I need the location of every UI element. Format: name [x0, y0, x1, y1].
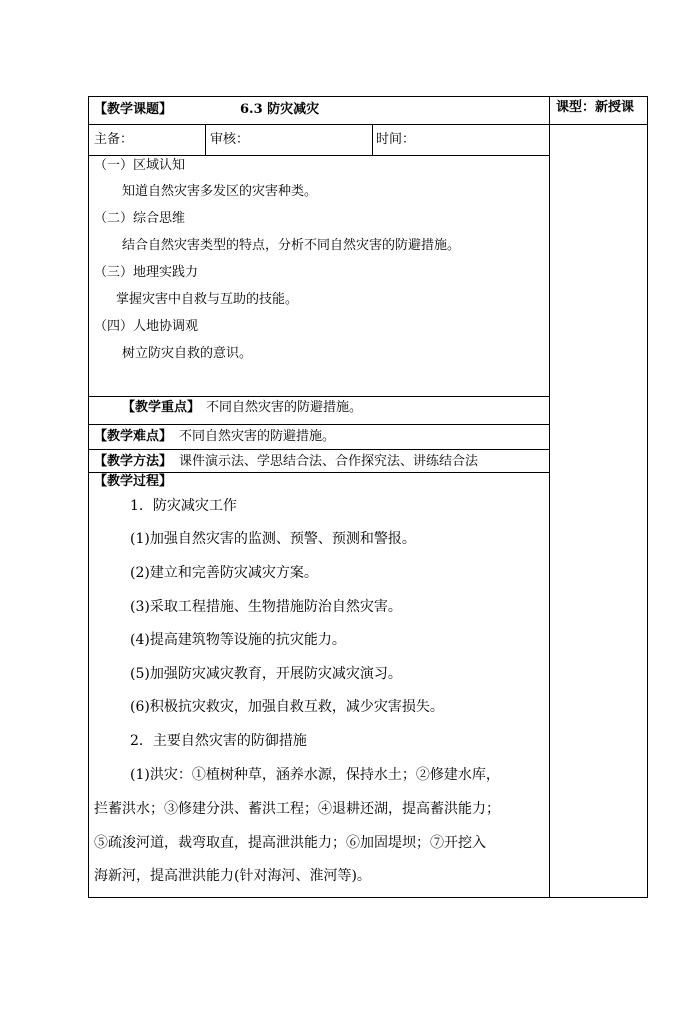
process-section-heading: 1．防灾减灾工作	[130, 498, 237, 514]
row-divider	[88, 124, 550, 125]
review-label: 审核：	[210, 132, 250, 147]
process-item: (5)加强防灾减灾教育，开展防灾减灾演习。	[130, 666, 402, 682]
page-title: 6.3 防灾减灾	[240, 102, 320, 117]
objective-text: 知道自然灾害多发区的灾害种类。	[122, 184, 318, 199]
row-divider	[88, 424, 550, 425]
key-point-label: 【教学重点】	[122, 400, 201, 415]
row-divider	[88, 472, 550, 473]
lesson-type-divider	[550, 124, 648, 125]
objective-heading: （一）区域认知	[94, 158, 186, 173]
row-divider	[88, 396, 550, 397]
process-label: 【教学过程】	[94, 474, 173, 489]
key-point-text: 不同自然灾害的防避措施。	[206, 400, 363, 415]
time-label: 时间：	[376, 132, 416, 147]
flood-measure-line: 海新河，提高泄洪能力(针对海河、淮河等)。	[94, 868, 371, 884]
flood-measure-line: (1)洪灾：①植树种草，涵养水源，保持水土；②修建水库，	[130, 767, 500, 783]
author-label: 主备：	[94, 132, 134, 147]
objective-heading: （四）人地协调观	[94, 319, 199, 334]
process-item: (1)加强自然灾害的监测、预警、预测和警报。	[130, 531, 416, 547]
process-item: (3)采取工程措施、生物措施防治自然灾害。	[130, 599, 402, 615]
method-label: 【教学方法】	[94, 454, 173, 469]
difficulty-text: 不同自然灾害的防避措施。	[179, 429, 336, 444]
process-item: (2)建立和完善防灾减灾方案。	[130, 565, 318, 581]
method-text: 课件演示法、学思结合法、合作探究法、讲练结合法	[179, 454, 479, 469]
flood-measure-line: ⑤疏浚河道，裁弯取直，提高泄洪能力；⑥加固堤坝；⑦开挖入	[94, 835, 486, 851]
flood-measure-line: 拦蓄洪水；③修建分洪、蓄洪工程；④退耕还湖，提高蓄洪能力；	[94, 801, 500, 817]
objective-heading: （三）地理实践力	[94, 265, 199, 280]
process-section-heading: 2．主要自然灾害的防御措施	[130, 733, 307, 749]
topic-label: 【教学课题】	[94, 102, 173, 117]
process-item: (4)提高建筑物等设施的抗灾能力。	[130, 632, 346, 648]
row-divider	[88, 155, 550, 156]
row-divider	[88, 449, 550, 450]
meta-cell-divider	[372, 124, 373, 155]
meta-cell-divider	[205, 124, 206, 155]
lesson-type: 课型：新授课	[556, 100, 635, 115]
objective-text: 掌握灾害中自救与互助的技能。	[116, 292, 299, 307]
difficulty-label: 【教学难点】	[94, 429, 173, 444]
process-item: (6)积极抗灾救灾，加强自救互救，减少灾害损失。	[130, 699, 444, 715]
right-column-divider	[549, 96, 550, 898]
objective-text: 树立防灾自救的意识。	[122, 346, 253, 361]
objective-heading: （二）综合思维	[94, 211, 186, 226]
objective-text: 结合自然灾害类型的特点，分析不同自然灾害的防避措施。	[122, 238, 461, 253]
